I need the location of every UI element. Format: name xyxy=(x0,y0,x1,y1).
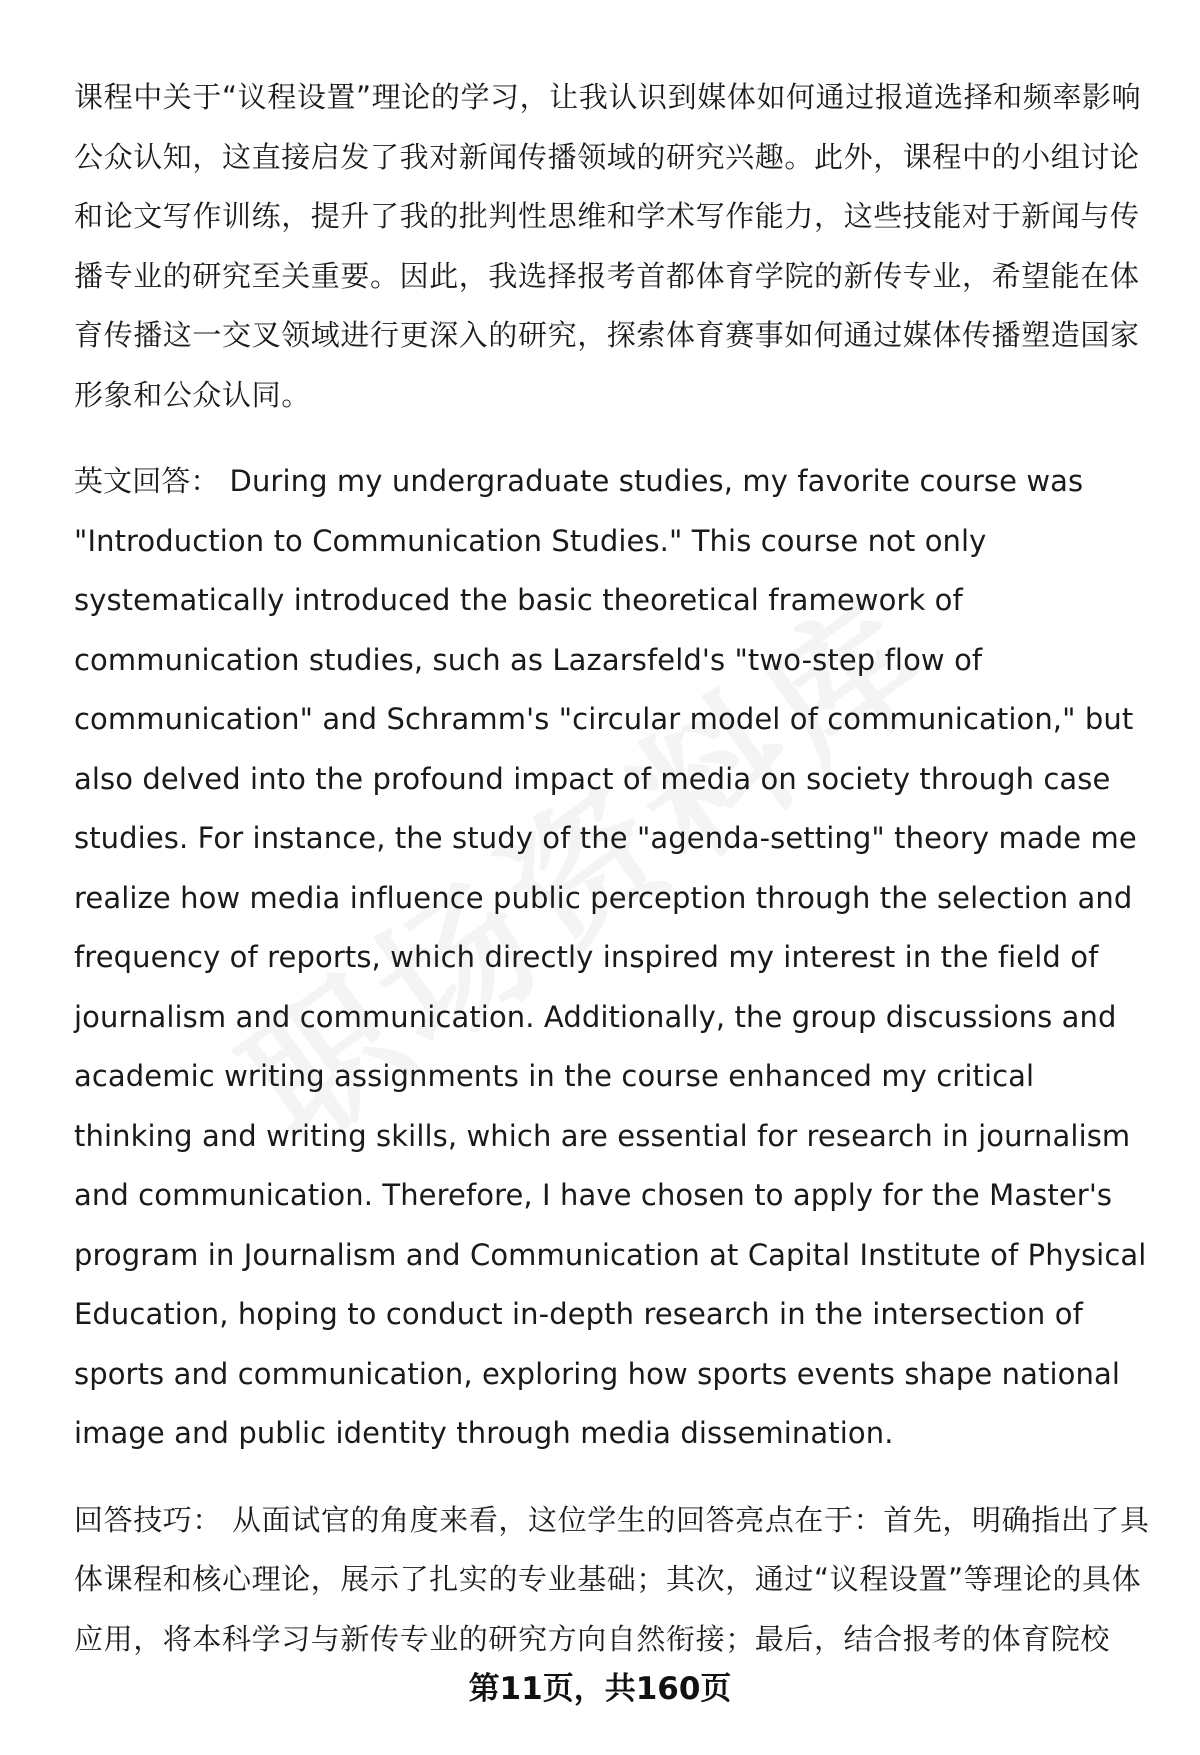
paragraph-answer-tips xyxy=(74,1491,1156,1670)
answer-tips-label: 回答技巧： xyxy=(74,1502,223,1537)
paragraph-english-answer xyxy=(74,452,1156,1464)
paragraph-chinese-continuation: 课程中关于“议程设置”理论的学习，让我认识到媒体如何通过报道选择和频率影响公众认知，这直接启发了我对新闻传播领域的研究兴趣。此外，课程中的小组讨论和论文写作训练，提升了我的批判性思维和学术写作能力，这些技能对于新闻与传播专业的研究至关重要。因此，我选择报考首都体育学院的新传专业，希望能在体育传播这一交叉领域进行更深入的研究，探索体育赛事如何通过媒体传播塑造国家形象和公众认同。 xyxy=(74,80,1142,412)
english-answer-text: During my undergraduate studies, my favorite course was "Introduction to Communication Studies." This course not only systematically introduced the basic theoretical framework of communication studies, such as Lazarsfeld's "two-step flow of communication" and Schramm's "circular model of communication," but also delved into the profound impact of media on society through case studies. For instance, the study of the "agenda-setting" theory made me realize how media influence public perception through the selection and frequency of reports, which directly inspired my interest in the field of journalism and communication. Additionally, the group discussions and academic writing assignments in the course enhanced my critical thinking and writing skills, which are essential for research in journalism and communication. Therefore, I have chosen to apply for the Master's program in Journalism and Communication at Capital Institute of Physical Education, hoping to conduct in-depth research in the intersection of sports and communication, exploring how sports events shape national image and public identity through media dissemination. xyxy=(74,464,1147,1450)
answer-tips-text: 从面试官的角度来看，这位学生的回答亮点在于：首先，明确指出了具体课程和核心理论，展示了扎实的专业基础；其次，通过“议程设置”等理论的具体应用，将本科学习与新传专业的研究方向自然衔接；最后，结合报考的体育院校 xyxy=(74,1502,1150,1656)
page-number-footer: 第11页，共160页 xyxy=(468,1671,732,1707)
english-answer-label: 英文回答： xyxy=(74,464,220,498)
document-body xyxy=(74,68,1156,1696)
